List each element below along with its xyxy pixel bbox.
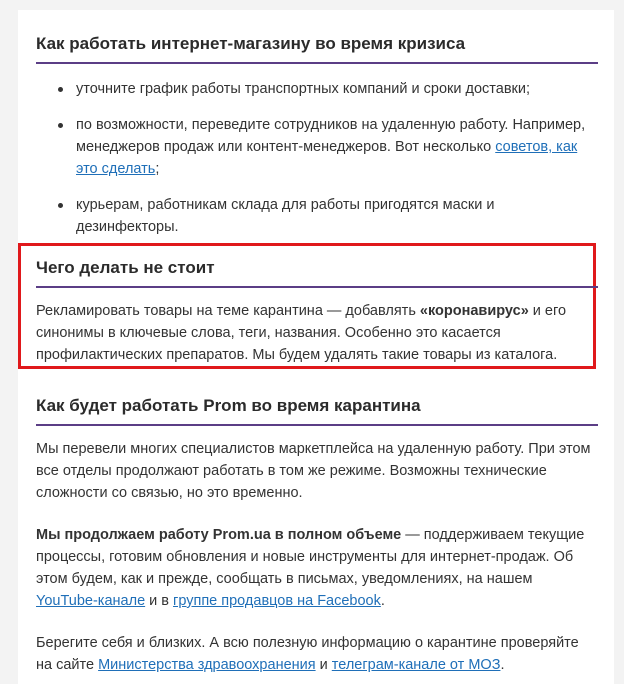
take-care-mid: и: [315, 657, 332, 673]
prom-quarantine-section: [36, 396, 598, 676]
facebook-group-link[interactable]: группе продавцов на Facebook: [173, 593, 381, 609]
coronavirus-keyword: «коронавирус»: [419, 303, 529, 319]
dont-do-text-end: и его синонимы в ключевые слова, теги, названия. Особенно это касается профилактических препаратов. Мы будем удалять такие товары из каталога.: [36, 303, 567, 363]
crisis-tips-section: [36, 34, 598, 238]
dont-do-text-start: Рекламировать товары на теме карантина — добавлять: [36, 303, 420, 319]
list-item-end: ;: [155, 161, 160, 177]
list-item: [36, 78, 598, 100]
list-item-text: уточните график работы транспортных компаний и сроки доставки;: [76, 81, 530, 97]
take-care-text: Берегите себя и близких. А всю полезную информацию о карантине проверяйте на сайте: [36, 635, 579, 673]
crisis-tips-heading: Как работать интернет-магазину во время кризиса: [36, 34, 598, 64]
list-item-text: по возможности, переведите сотрудников на удаленную работу. Например, менеджеров продаж или контент-менеджеров. Вот несколько: [76, 117, 586, 155]
list-item: [36, 114, 598, 180]
crisis-tips-list: [36, 78, 598, 238]
full-operation-paragraph: [36, 524, 598, 612]
take-care-paragraph: [36, 632, 598, 676]
list-item: [36, 194, 598, 238]
ministry-health-link[interactable]: Министерства здравоохранения: [98, 657, 316, 673]
full-operation-end: .: [380, 593, 385, 609]
list-item-text: курьерам, работникам склада для работы пригодятся маски и дезинфекторы.: [76, 197, 495, 235]
full-operation-bold: Мы продолжаем работу Prom.ua в полном объеме: [36, 527, 402, 543]
full-operation-mid: и в: [145, 593, 174, 609]
dont-do-heading: Чего делать не стоит: [36, 258, 598, 288]
full-operation-text: — поддерживаем текущие процессы, готовим обновления и новые инструменты для интернет-продаж. Об этом будем, как и прежде, сообщать в письмах, уведомлениях, на нашем: [36, 527, 585, 587]
take-care-end: .: [500, 657, 505, 673]
moz-telegram-link[interactable]: телеграм-канале от МОЗ: [331, 657, 501, 673]
remote-work-tips-link[interactable]: советов, как это сделать: [76, 139, 578, 177]
youtube-channel-link[interactable]: YouTube-канале: [36, 593, 146, 609]
newsletter-card: [18, 10, 614, 684]
remote-work-paragraph: Мы перевели многих специалистов маркетплейса на удаленную работу. При этом все отделы продолжают работать в том же режиме. Возможны технические сложности со связью, но это временно.: [36, 441, 591, 501]
dont-do-section: [36, 258, 598, 366]
prom-quarantine-heading: Как будет работать Prom во время карантина: [36, 396, 598, 426]
dont-do-text: [36, 300, 598, 366]
